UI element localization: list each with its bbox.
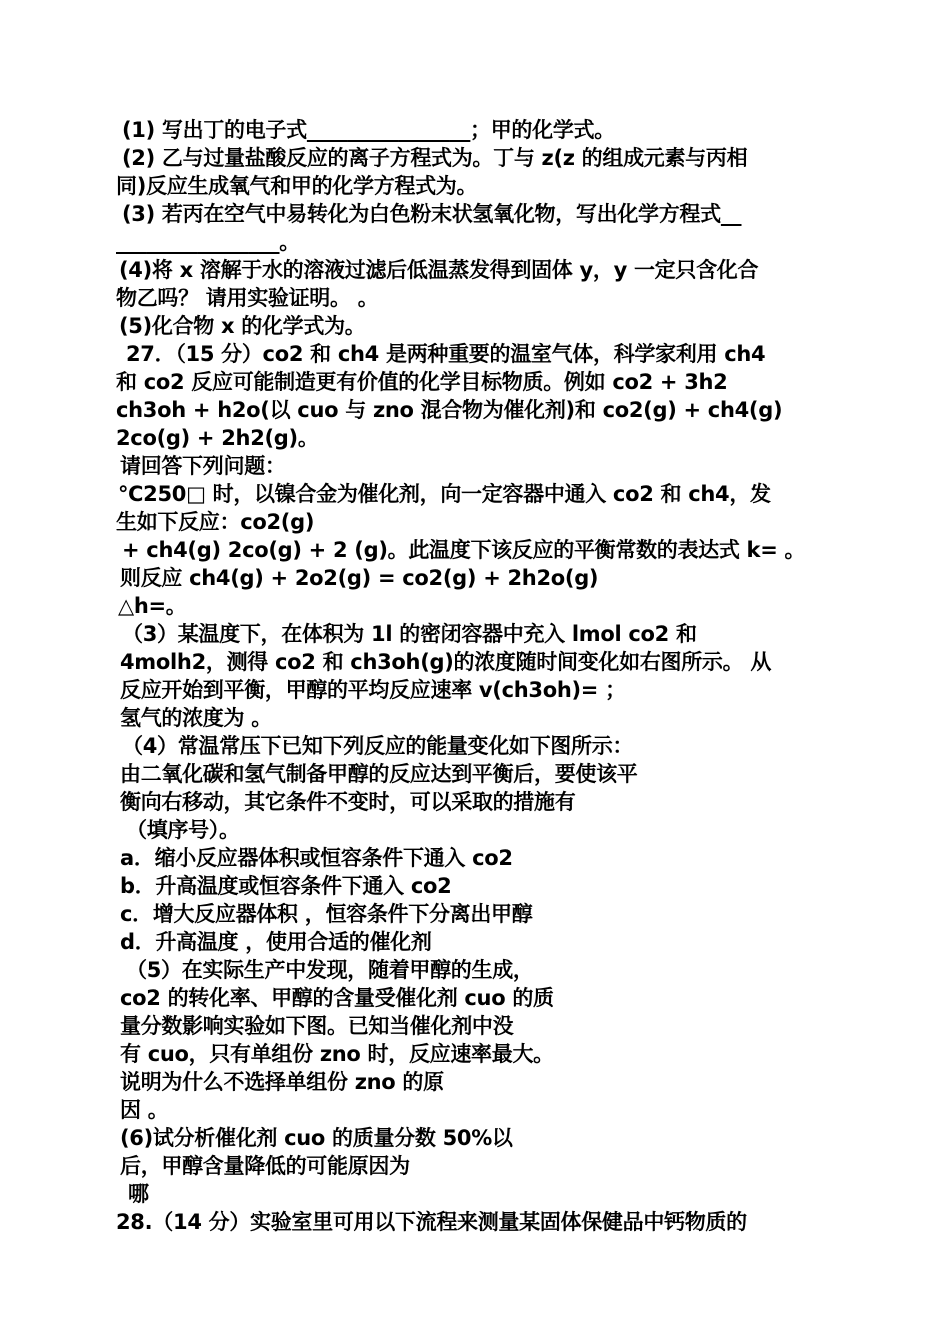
text-line: (1) 写出丁的电子式________________；甲的化学式。 — [122, 118, 615, 142]
text-line: （填序号）。 — [126, 818, 240, 842]
text-line: 因 。 — [120, 1098, 169, 1122]
text-line: (6)试分析催化剂 cuo 的质量分数 50%以 — [120, 1126, 513, 1150]
text-line: (5)化合物 x 的化学式为。 — [119, 314, 366, 338]
text-line: 反应开始到平衡，甲醇的平均反应速率 v(ch3oh)= ； — [120, 678, 626, 702]
text-line: 哪 — [128, 1182, 149, 1206]
text-line: c．增大反应器体积 ，恒容条件下分离出甲醇 — [120, 902, 533, 926]
text-line: 同)反应生成氧气和甲的化学方程式为。 — [116, 174, 478, 198]
text-line: （4）常温常压下已知下列反应的能量变化如下图所示： — [122, 734, 634, 758]
text-line: △h=。 — [118, 594, 187, 618]
text-line: a．缩小反应器体积或恒容条件下通入 co2 — [120, 846, 513, 870]
text-line: 氢气的浓度为 。 — [120, 706, 272, 730]
text-line: 有 cuo，只有单组份 zno 时，反应速率最大。 — [120, 1042, 554, 1066]
text-line: 则反应 ch4(g) + 2o2(g) = co2(g) + 2h2o(g) — [120, 566, 599, 590]
text-line: 27．（15 分）co2 和 ch4 是两种重要的温室气体，科学家利用 ch4 — [126, 342, 766, 366]
text-line: ch3oh + h2o(以 cuo 与 zno 混合物为催化剂)和 co2(g) + ch4(g) — [116, 398, 783, 422]
text-line: 由二氧化碳和氢气制备甲醇的反应达到平衡后，要使该平 — [120, 762, 638, 786]
text-line: （5）在实际生产中发现，随着甲醇的生成， — [126, 958, 534, 982]
text-line: （3）某温度下，在体积为 1l 的密闭容器中充入 lmol co2 和 — [122, 622, 697, 646]
text-line: ________________。 — [116, 230, 300, 254]
text-line: 衡向右移动，其它条件不变时，可以采取的措施有 — [120, 790, 576, 814]
text-line: (3) 若丙在空气中易转化为白色粉末状氢氧化物，写出化学方程式__ — [122, 202, 742, 226]
text-line: b．升高温度或恒容条件下通入 co2 — [120, 874, 452, 898]
text-line: 28.（14 分）实验室里可用以下流程来测量某固体保健品中钙物质的 — [116, 1210, 747, 1234]
text-line: d．升高温度 ，使用合适的催化剂 — [120, 930, 432, 954]
text-line: 和 co2 反应可能制造更有价值的化学目标物质。例如 co2 + 3h2 — [116, 370, 728, 394]
text-line: + ch4(g) 2co(g) + 2 (g)。此温度下该反应的平衡常数的表达式 k= 。 — [122, 538, 806, 562]
text-line: 量分数影响实验如下图。已知当催化剂中没 — [120, 1014, 514, 1038]
text-line: 物乙吗？ 请用实验证明。 。 — [116, 286, 379, 310]
text-line: 2co(g) + 2h2(g)。 — [116, 426, 319, 450]
text-line: co2 的转化率、甲醇的含量受催化剂 cuo 的质 — [120, 986, 554, 1010]
text-line: (2) 乙与过量盐酸反应的离子方程式为。丁与 z(z 的组成元素与丙相 — [122, 146, 748, 170]
text-line: 说明为什么不选择单组份 zno 的原 — [120, 1070, 444, 1094]
text-line: 请回答下列问题： — [120, 454, 286, 478]
text-line: (4)将 x 溶解于水的溶液过滤后低温蒸发得到固体 y，y 一定只含化合 — [119, 258, 759, 282]
text-line: ℃250□ 时，以镍合金为催化剂，向一定容器中通入 co2 和 ch4，发 — [118, 482, 771, 506]
text-line: 生如下反应：co2(g) — [116, 510, 315, 534]
text-line: 4molh2，测得 co2 和 ch3oh(g)的浓度随时间变化如右图所示。 从 — [120, 650, 772, 674]
text-line: 后，甲醇含量降低的可能原因为 — [120, 1154, 410, 1178]
